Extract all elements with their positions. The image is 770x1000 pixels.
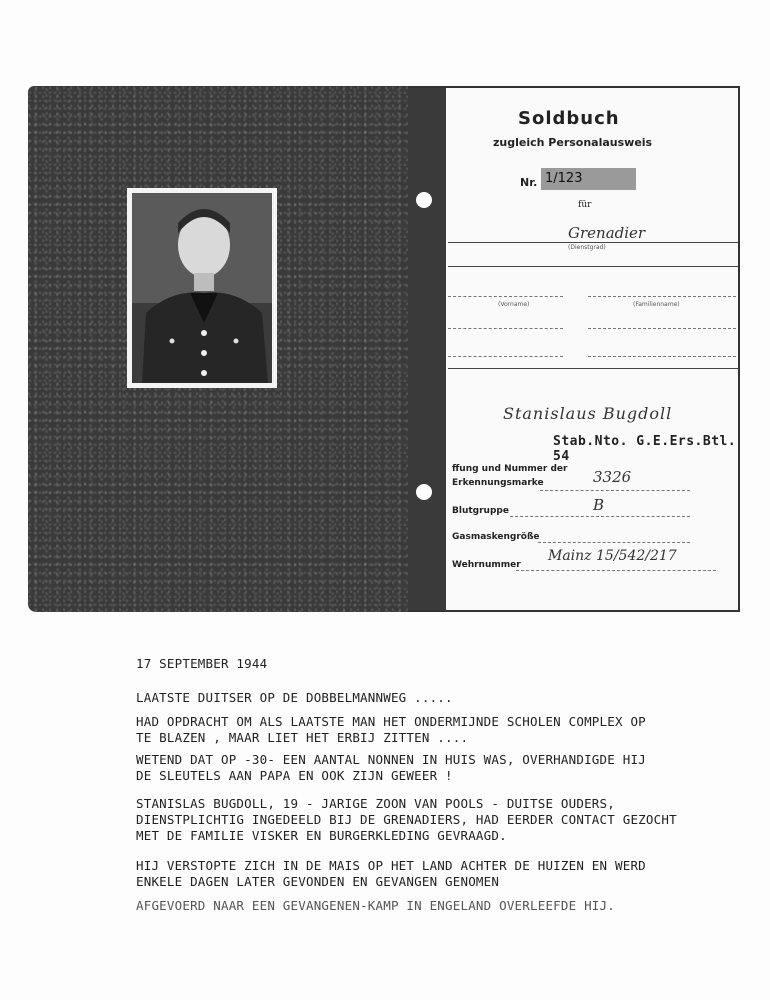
form-rule [448, 242, 738, 243]
first-name-caption: (Vorname) [498, 301, 530, 308]
blood-group-value: B [593, 496, 605, 514]
typed-line: DE SLEUTELS AAN PAPA EN OOK ZIJN GEWEER ! [136, 768, 453, 783]
form-line [588, 356, 736, 357]
form-line [448, 296, 563, 297]
form-line [538, 542, 690, 543]
rank-handwritten: Grenadier [568, 224, 646, 242]
unit-typed: Stab.Nto. G.E.Ers.Btl. 54 [553, 434, 737, 464]
punch-hole [416, 192, 432, 208]
typed-line: HAD OPDRACHT OM ALS LAATSTE MAN HET ONDERMIJNDE SCHOLEN COMPLEX OP [136, 714, 646, 729]
family-name-caption: (Familienname) [633, 301, 680, 308]
form-rule [448, 368, 738, 369]
service-number-label: Wehrnummer [452, 560, 521, 570]
gas-mask-size-label: Gasmaskengröße [452, 532, 540, 542]
typed-line: STANISLAS BUGDOLL, 19 - JARIGE ZOON VAN POOLS - DUITSE OUDERS, [136, 796, 615, 811]
form-line [448, 328, 563, 329]
number-value: 1/123 [541, 168, 636, 190]
form-line [516, 570, 716, 571]
typed-date: 17 SEPTEMBER 1944 [136, 656, 268, 671]
form-title: Soldbuch [518, 108, 620, 129]
portrait-photo [127, 188, 277, 388]
typed-line: LAATSTE DUITSER OP DE DOBBELMANNWEG ..... [136, 690, 453, 705]
fuer-label: für [578, 200, 592, 210]
number-label: Nr. [520, 176, 538, 189]
blood-group-label: Blutgruppe [452, 506, 509, 516]
soldbuch-form-page [408, 86, 740, 612]
punch-hole [416, 484, 432, 500]
typed-line: AFGEVOERD NAAR EEN GEVANGENEN-KAMP IN ENGELAND OVERLEEFDE HIJ. [136, 898, 615, 913]
rank-caption: (Dienstgrad) [568, 244, 606, 251]
form-line [510, 516, 690, 517]
id-tag-value: 3326 [593, 468, 632, 486]
name-handwritten: Stanislaus Bugdoll [503, 404, 673, 423]
id-tag-prefix: ffung und Nummer der [452, 464, 568, 474]
id-tag-label: Erkennungsmarke [452, 478, 544, 488]
service-number-value: Mainz 15/542/217 [548, 548, 677, 564]
typed-line: DIENSTPLICHTIG INGEDEELD BIJ DE GRENADIERS, HAD EERDER CONTACT GEZOCHT [136, 812, 677, 827]
typed-line: TE BLAZEN , MAAR LIET HET ERBIJ ZITTEN .... [136, 730, 469, 745]
soldier-portrait-image [132, 193, 272, 383]
form-rule [448, 266, 738, 267]
form-line [448, 356, 563, 357]
typed-line: HIJ VERSTOPTE ZICH IN DE MAIS OP HET LAND ACHTER DE HUIZEN EN WERD [136, 858, 646, 873]
form-line [588, 328, 736, 329]
typed-line: WETEND DAT OP -30- EEN AANTAL NONNEN IN HUIS WAS, OVERHANDIGDE HIJ [136, 752, 646, 767]
typed-line: ENKELE DAGEN LATER GEVONDEN EN GEVANGEN GENOMEN [136, 874, 500, 889]
form-line [588, 296, 736, 297]
form-subtitle: zugleich Personalausweis [493, 136, 653, 149]
page-spine [408, 88, 446, 610]
typed-line: MET DE FAMILIE VISKER EN BURGERKLEDING GEVRAAGD. [136, 828, 507, 843]
form-line [540, 490, 690, 491]
